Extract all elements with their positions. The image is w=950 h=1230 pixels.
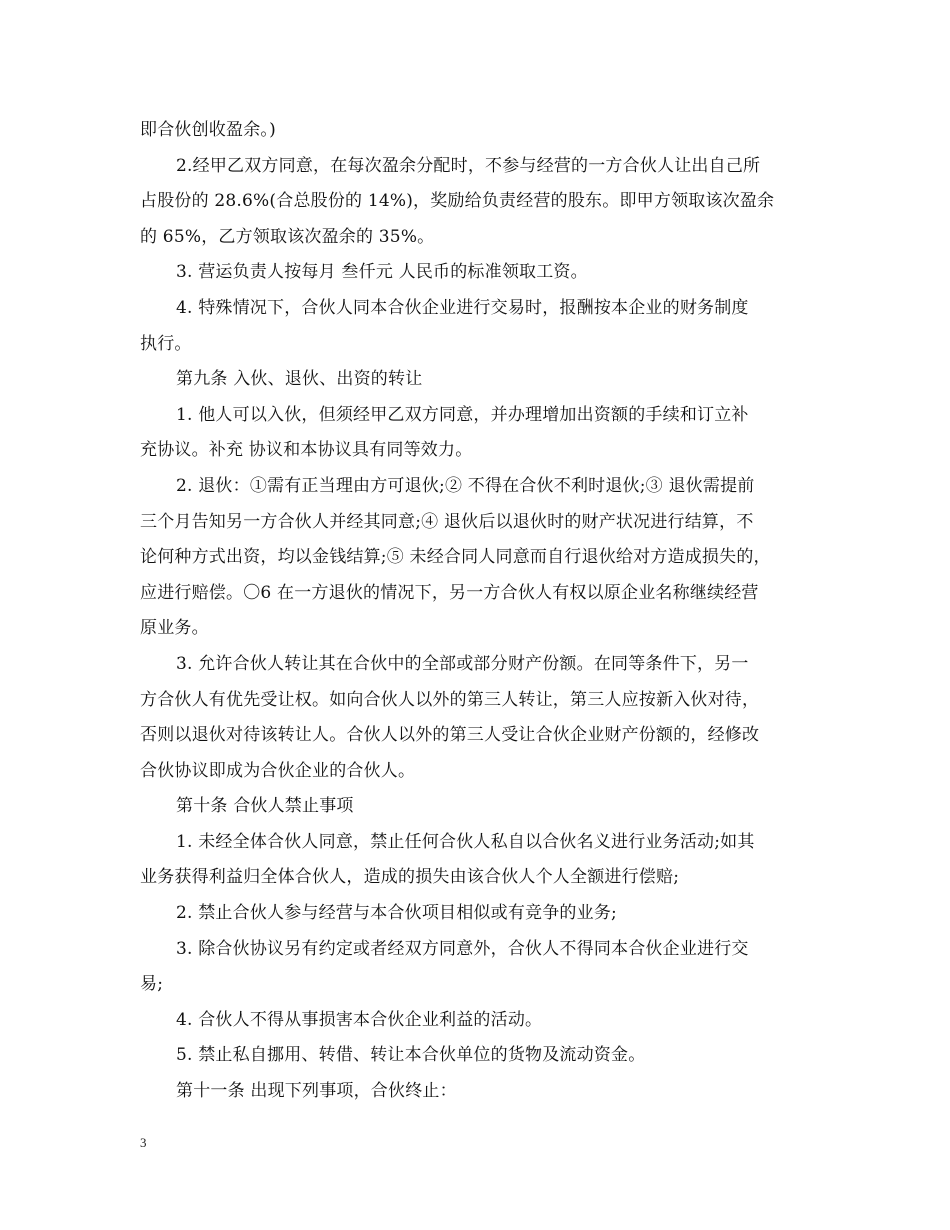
text-line: 否则以退伙对待该转让人。合伙人以外的第三人受让合伙企业财产份额的，经修改 xyxy=(140,725,760,746)
text-line: 的 65%，乙方领取该次盈余的 35%。 xyxy=(140,226,435,247)
text-line: 第九条 入伙、退伙、出资的转让 xyxy=(176,369,423,390)
text-line: 占股份的 28.6%(合总股份的 14%)，奖励给负责经营的股东。即甲方领取该次盈余 xyxy=(140,191,775,212)
text-line: 第十条 合伙人禁止事项 xyxy=(176,796,354,817)
text-line: 第十一条 出现下列事项，合伙终止： xyxy=(176,1081,457,1102)
text-line: 4. 特殊情况下，合伙人同本合伙企业进行交易时，报酬按本企业的财务制度 xyxy=(176,297,749,318)
text-line: 充协议。补充 协议和本协议具有同等效力。 xyxy=(140,440,473,461)
page-number: 3 xyxy=(140,1135,147,1150)
text-line: 2. 退伙：①需有正当理由方可退伙;② 不得在合伙不利时退伙;③ 退伙需提前 xyxy=(176,475,755,496)
text-line: 2.经甲乙双方同意，在每次盈余分配时，不参与经营的一方合伙人让出自己所 xyxy=(176,155,761,176)
text-line: 5. 禁止私自挪用、转借、转让本合伙单位的货物及流动资金。 xyxy=(176,1045,646,1066)
text-line: 合伙协议即成为合伙企业的合伙人。 xyxy=(140,760,416,781)
text-line: 3. 营运负责人按每月 叁仟元 人民币的标准领取工资。 xyxy=(176,262,588,283)
text-line: 2. 禁止合伙人参与经营与本合伙项目相似或有竞争的业务; xyxy=(176,903,617,924)
text-line: 原业务。 xyxy=(140,618,209,639)
text-line: 论何种方式出资，均以金钱结算;⑤ 未经合同人同意而自行退伙给对方造成损失的， xyxy=(140,547,771,568)
text-line: 应进行赔偿。〇6 在一方退伙的情况下，另一方合伙人有权以原企业名称继续经营 xyxy=(140,582,759,603)
text-line: 1. 他人可以入伙，但须经甲乙双方同意，并办理增加出资额的手续和订立补 xyxy=(176,404,749,425)
text-line: 1. 未经全体合伙人同意，禁止任何合伙人私自以合伙名义进行业务活动;如其 xyxy=(176,831,755,852)
text-line: 3. 允许合伙人转让其在合伙中的全部或部分财产份额。在同等条件下，另一 xyxy=(176,653,749,674)
text-line: 即合伙创收盈余。) xyxy=(140,120,276,140)
text-line: 业务获得利益归全体合伙人，造成的损失由该合伙人个人全额进行偿赔; xyxy=(140,867,680,888)
text-line: 三个月告知另一方合伙人并经其同意;④ 退伙后以退伙时的财产状况进行结算，不 xyxy=(140,511,754,532)
text-line: 方合伙人有优先受让权。如向合伙人以外的第三人转让，第三人应按新入伙对待， xyxy=(140,689,760,710)
text-line: 4. 合伙人不得从事损害本合伙企业利益的活动。 xyxy=(176,1009,543,1030)
document-body xyxy=(140,113,812,1110)
text-line: 3. 除合伙协议另有约定或者经双方同意外，合伙人不得同本合伙企业进行交 xyxy=(176,938,749,959)
text-line: 执行。 xyxy=(140,333,192,354)
text-line: 易; xyxy=(140,974,164,995)
